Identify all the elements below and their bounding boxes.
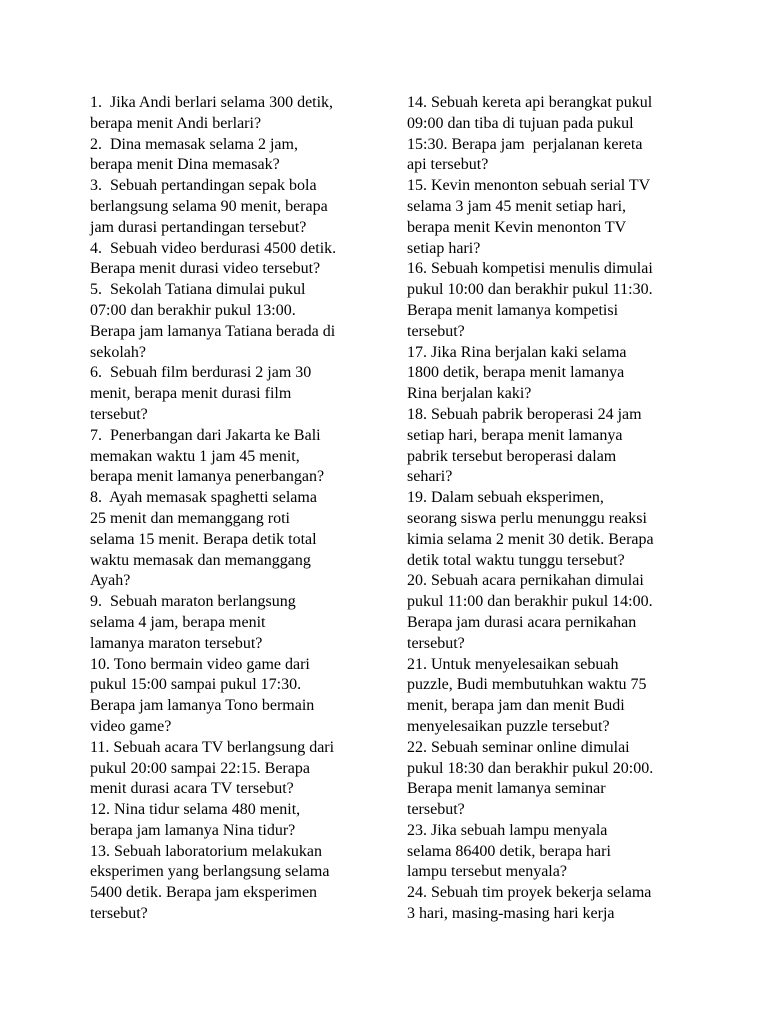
text-line: 18. Sebuah pabrik beroperasi 24 jam	[407, 405, 642, 423]
text-line: 1800 detik, berapa menit lamanya	[407, 364, 625, 382]
text-line: api tersebut?	[407, 156, 489, 174]
text-line: Berapa jam lamanya Tono bermain	[90, 697, 315, 715]
text-line: memakan waktu 1 jam 45 menit,	[90, 447, 300, 465]
text-line: 13. Sebuah laboratorium melakukan	[90, 842, 322, 860]
text-line: 23. Jika sebuah lampu menyala	[407, 821, 608, 839]
text-line: menit, berapa jam dan menit Budi	[407, 697, 625, 715]
text-line: 16. Sebuah kompetisi menulis dimulai	[407, 260, 653, 278]
text-line: setiap hari, berapa menit lamanya	[407, 426, 623, 444]
text-line: pukul 11:00 dan berakhir pukul 14:00.	[407, 593, 653, 611]
text-line: Berapa jam lamanya Tatiana berada di	[90, 322, 336, 340]
text-line: 6. Sebuah film berdurasi 2 jam 30	[90, 364, 312, 382]
text-line: pukul 15:00 sampai pukul 17:30.	[90, 676, 302, 694]
text-line: jam durasi pertandingan tersebut?	[90, 218, 307, 236]
text-line: 1. Jika Andi berlari selama 300 detik,	[90, 94, 334, 111]
text-line: seorang siswa perlu menunggu reaksi	[407, 509, 647, 527]
text-line: menit, berapa menit durasi film	[90, 385, 292, 403]
text-line: berapa jam lamanya Nina tidur?	[90, 821, 296, 839]
text-line: 9. Sebuah maraton berlangsung	[90, 593, 296, 611]
text-line: eksperimen yang berlangsung selama	[90, 863, 330, 881]
text-line: tersebut?	[407, 634, 465, 652]
text-line: puzzle, Budi membutuhkan waktu 75	[407, 676, 647, 694]
text-line: 5. Sekolah Tatiana dimulai pukul	[90, 281, 306, 299]
left-column	[90, 93, 390, 925]
text-line: detik total waktu tunggu tersebut?	[407, 551, 625, 569]
text-line: selama 3 jam 45 menit setiap hari,	[407, 197, 627, 215]
text-line: Berapa menit lamanya seminar	[407, 780, 606, 798]
text-line: Berapa menit lamanya kompetisi	[407, 301, 619, 319]
text-line: 07:00 dan berakhir pukul 13:00.	[90, 301, 296, 319]
text-line: 3. Sebuah pertandingan sepak bola	[90, 177, 317, 195]
text-line: selama 86400 detik, berapa hari	[407, 842, 611, 860]
text-line: pabrik tersebut beroperasi dalam	[407, 447, 617, 465]
text-line: waktu memasak dan memanggang	[90, 551, 311, 569]
text-line: 09:00 dan tiba di tujuan pada pukul	[407, 114, 634, 132]
text-line: 10. Tono bermain video game dari	[90, 655, 310, 673]
text-line: berapa menit lamanya penerbangan?	[90, 468, 325, 486]
text-line: 20. Sebuah acara pernikahan dimulai	[407, 572, 644, 590]
text-line: tersebut?	[407, 801, 465, 819]
text-line: pukul 20:00 sampai 22:15. Berapa	[90, 759, 310, 777]
text-line: 3 hari, masing-masing hari kerja	[407, 905, 615, 923]
text-line: 2. Dina memasak selama 2 jam,	[90, 135, 298, 153]
text-line: berapa menit Kevin menonton TV	[407, 218, 627, 236]
text-line: setiap hari?	[407, 239, 481, 257]
text-line: 15. Kevin menonton sebuah serial TV	[407, 177, 651, 195]
text-line: tersebut?	[90, 405, 148, 423]
text-line: 17. Jika Rina berjalan kaki selama	[407, 343, 627, 361]
text-line: sekolah?	[90, 343, 146, 361]
text-line: 7. Penerbangan dari Jakarta ke Bali	[90, 426, 321, 444]
text-line: 5400 detik. Berapa jam eksperimen	[90, 884, 318, 902]
text-line: 21. Untuk menyelesaikan sebuah	[407, 655, 619, 673]
text-line: 15:30. Berapa jam perjalanan kereta	[407, 135, 643, 153]
text-line: 12. Nina tidur selama 480 menit,	[90, 801, 301, 819]
text-line: 14. Sebuah kereta api berangkat pukul	[407, 94, 653, 111]
text-line: selama 15 menit. Berapa detik total	[90, 530, 317, 548]
text-line: berapa menit Dina memasak?	[90, 156, 280, 174]
text-line: 25 menit dan memanggang roti	[90, 509, 290, 527]
text-line: 11. Sebuah acara TV berlangsung dari	[90, 738, 335, 756]
text-line: Berapa menit durasi video tersebut?	[90, 260, 321, 278]
text-line: kimia selama 2 menit 30 detik. Berapa	[407, 530, 654, 548]
text-line: Berapa jam durasi acara pernikahan	[407, 613, 637, 631]
text-line: tersebut?	[407, 322, 465, 340]
text-line: 4. Sebuah video berdurasi 4500 detik.	[90, 239, 337, 257]
text-line: pukul 18:30 dan berakhir pukul 20:00.	[407, 759, 654, 777]
text-line: 24. Sebuah tim proyek bekerja selama	[407, 884, 652, 902]
right-column	[407, 93, 707, 925]
text-line: lampu tersebut menyala?	[407, 863, 567, 881]
text-line: berapa menit Andi berlari?	[90, 114, 262, 132]
text-line: pukul 10:00 dan berakhir pukul 11:30.	[407, 281, 653, 299]
text-line: Rina berjalan kaki?	[407, 385, 532, 403]
text-line: 8. Ayah memasak spaghetti selama	[90, 489, 317, 507]
text-line: tersebut?	[90, 905, 148, 923]
text-line: 22. Sebuah seminar online dimulai	[407, 738, 630, 756]
text-line: video game?	[90, 717, 172, 735]
text-line: sehari?	[407, 468, 453, 486]
text-line: berlangsung selama 90 menit, berapa	[90, 197, 328, 215]
text-line: selama 4 jam, berapa menit	[90, 613, 266, 631]
text-line: 19. Dalam sebuah eksperimen,	[407, 489, 604, 507]
text-line: lamanya maraton tersebut?	[90, 634, 263, 652]
text-line: menit durasi acara TV tersebut?	[90, 780, 294, 798]
text-line: menyelesaikan puzzle tersebut?	[407, 717, 610, 735]
text-line: Ayah?	[90, 572, 131, 590]
